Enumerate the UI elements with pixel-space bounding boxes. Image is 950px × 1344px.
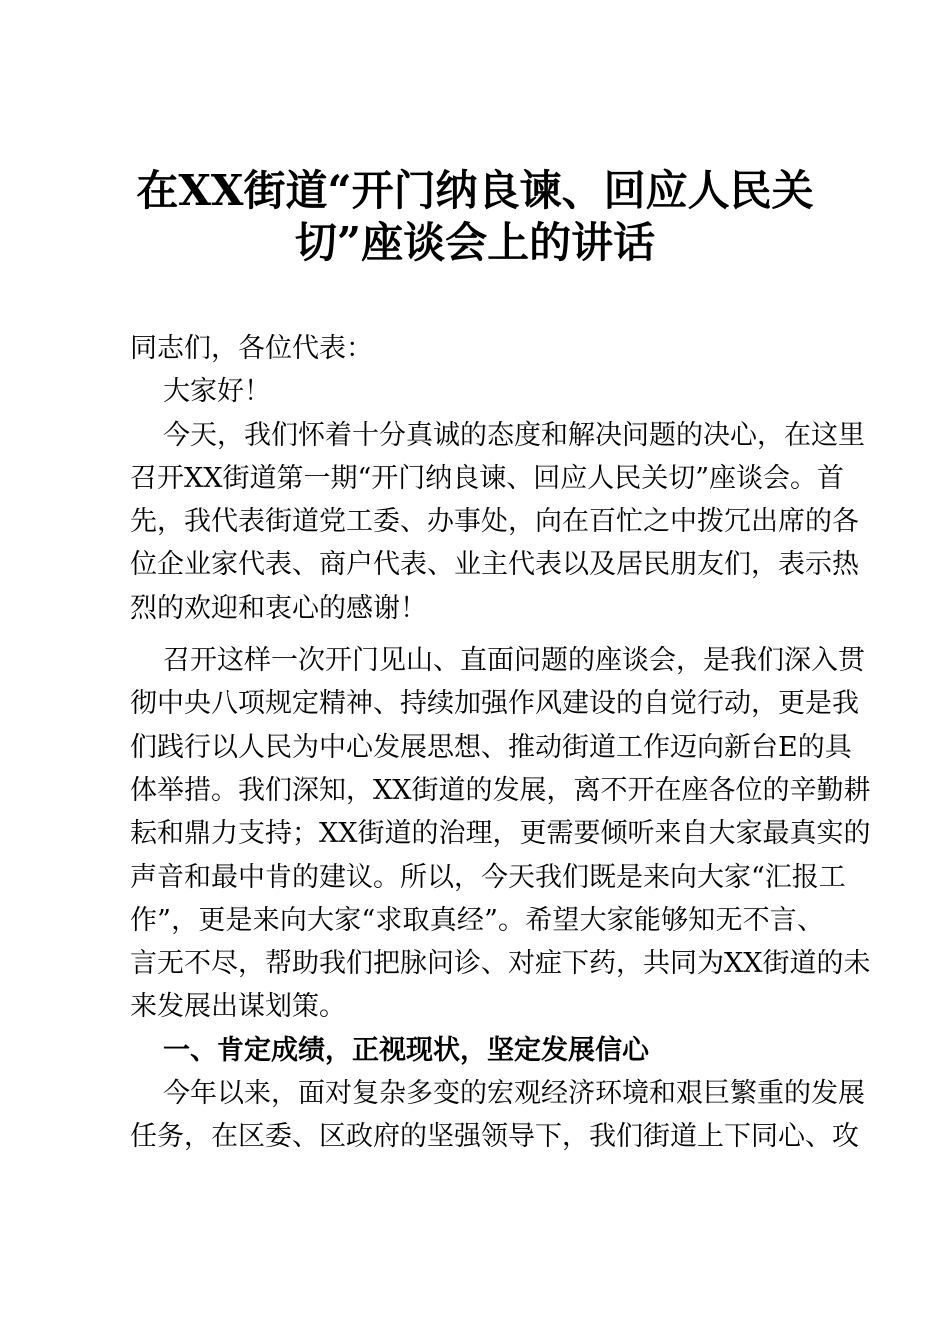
- paragraph-line: 耘和鼎力支持；XX街道的治理，更需要倾听来自大家最真实的: [130, 818, 871, 850]
- paragraph-3: [130, 1072, 865, 1159]
- paragraph-line: 言无不尽，帮助我们把脉问诊、对症下药，共同为XX街道的未: [130, 948, 871, 980]
- paragraph-1: [130, 414, 865, 630]
- paragraph-line: 位企业家代表、商户代表、业主代表以及居民朋友们，表示热: [130, 549, 859, 581]
- section-heading: 一、肯定成绩，正视现状，坚定发展信心: [163, 1034, 649, 1066]
- paragraph-line: 来发展出谋划策。: [130, 991, 346, 1023]
- paragraph-line: 声音和最中肯的建议。所以，今天我们既是来向大家“汇报工: [130, 861, 846, 893]
- paragraph-line: 烈的欢迎和衷心的感谢！: [130, 592, 427, 624]
- document-title: [100, 165, 850, 269]
- paragraph-line: 召开XX街道第一期“开门纳良谏、回应人民关切”座谈会。首: [130, 462, 845, 494]
- paragraph-line: 先，我代表街道党工委、办事处，向在百忙之中拨冗出席的各: [130, 506, 859, 538]
- paragraph-line: 任务，在区委、区政府的坚强领导下，我们街道上下同心、攻: [130, 1121, 859, 1153]
- paragraph-line: 作”，更是来向大家“求取真经”。希望大家能够知无不言、: [130, 904, 824, 936]
- paragraph-line: 们践行以人民为中心发展思想、推动街道工作迈向新台E的具: [130, 731, 852, 763]
- greeting: 大家好！: [163, 376, 271, 408]
- paragraph-line: 召开这样一次开门见山、直面问题的座谈会，是我们深入贯: [163, 645, 865, 677]
- document-body: [130, 327, 871, 1159]
- paragraph-2: [130, 639, 871, 1029]
- paragraph-line: 彻中央八项规定精神、持续加强作风建设的自觉行动，更是我: [130, 688, 859, 720]
- paragraph-line: 体举措。我们深知，XX街道的发展，离不开在座各位的辛勤耕: [130, 774, 871, 806]
- title-line-2: 切”座谈会上的讲话: [294, 218, 656, 267]
- paragraph-line: 今天，我们怀着十分真诚的态度和解决问题的决心，在这里: [163, 419, 865, 451]
- salutation: 同志们，各位代表：: [130, 333, 373, 364]
- paragraph-line: 今年以来，面对复杂多变的宏观经济环境和艰巨繁重的发展: [163, 1078, 865, 1110]
- title-line-1: 在XX街道“开门纳良谏、回应人民关: [136, 166, 814, 215]
